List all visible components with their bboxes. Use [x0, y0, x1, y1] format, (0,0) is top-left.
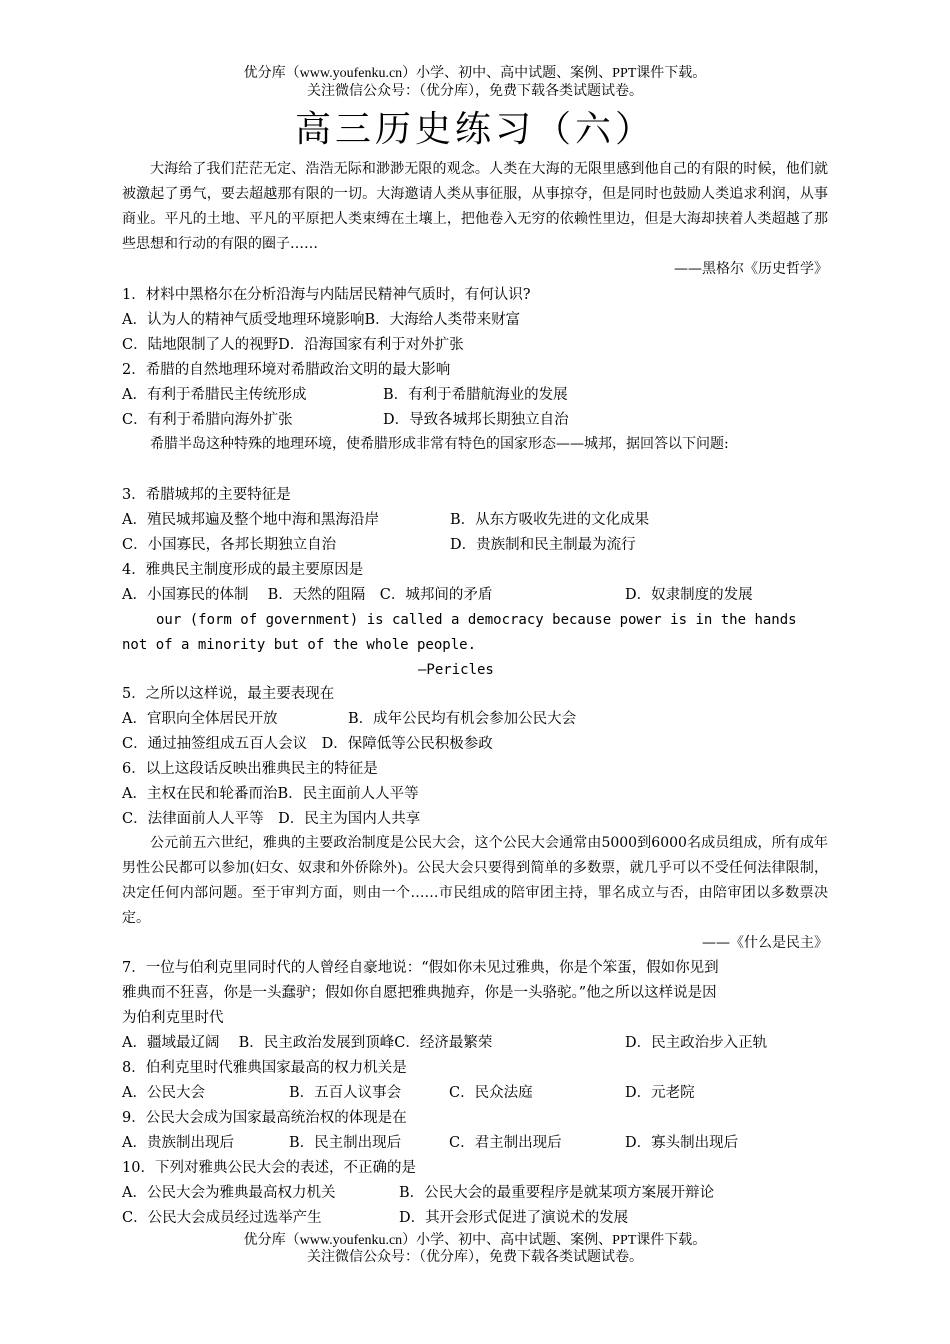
question-10-option-a: A．公民大会为雅典最高权力机关: [122, 1185, 336, 1201]
question-4-option-d: D．奴隶制度的发展: [625, 587, 753, 603]
question-5-option-b: B．成年公民均有机会参加公民大会: [348, 711, 577, 727]
question-5-option-a: A．官职向全体居民开放: [122, 711, 278, 727]
question-7-stem-line-2: 雅典而不狂喜，你是一头蠢驴；假如你自愿把雅典抛弃，你是一头骆驼。”他之所以这样说是因: [122, 985, 717, 1001]
question-5-stem: 5．之所以这样说，最主要表现在: [122, 686, 335, 702]
question-9-option-a: A．贵族制出现后: [122, 1135, 234, 1151]
question-9-option-b: B．民主制出现后: [289, 1135, 402, 1151]
question-7-option-d: D．民主政治步入正轨: [625, 1035, 768, 1051]
passage-democracy-source: ——《什么是民主》: [702, 935, 828, 951]
question-8-option-d: D．元老院: [625, 1085, 695, 1101]
question-9-option-d: D．寡头制出现后: [625, 1135, 739, 1151]
question-10-option-d: D．其开会形式促进了演说术的发展: [399, 1210, 629, 1226]
question-2-stem: 2．希腊的自然地理环境对希腊政治文明的最大影响: [122, 362, 451, 378]
passage-polis: 希腊半岛这种特殊的地理环境，使希腊形成非常有特色的国家形态——城邦，据回答以下问题:: [150, 436, 729, 452]
question-10-option-c: C．公民大会成员经过选举产生: [122, 1210, 322, 1226]
question-6-stem: 6．以上这段话反映出雅典民主的特征是: [122, 761, 378, 777]
question-10-stem: 10．下列对雅典公民大会的表述，不正确的是: [122, 1160, 416, 1176]
question-6-options-ab: A．主权在民和轮番而治B．民主面前人人平等: [122, 786, 419, 802]
pericles-quote-line-2: not of a minority but of the whole people.: [122, 637, 477, 653]
question-10-option-b: B．公民大会的最重要程序是就某项方案展开辩论: [399, 1185, 715, 1201]
question-5-options-cd: C．通过抽签组成五百人会议 D．保障低等公民积极参政: [122, 736, 493, 752]
footer-line-1: 优分库（www.youfenku.cn）小学、初中、高中试题、案例、PPT课件下载。: [243, 1233, 707, 1248]
question-3-option-d: D．贵族制和民主制最为流行: [450, 537, 636, 553]
header-line-2: 关注微信公众号：（优分库），免费下载各类试题试卷。: [307, 84, 643, 99]
header-line-1: 优分库（www.youfenku.cn）小学、初中、高中试题、案例、PPT课件下载。: [243, 66, 707, 81]
question-9-option-c: C．君主制出现后: [449, 1135, 562, 1151]
question-4-options-abc: A．小国寡民的体制 B．天然的阻隔 C．城邦间的矛盾: [122, 587, 493, 603]
question-1-stem: 1．材料中黑格尔在分析沿海与内陆居民精神气质时，有何认识?: [122, 287, 531, 303]
question-9-stem: 9．公民大会成为国家最高统治权的体现是在: [122, 1110, 407, 1126]
question-7-stem-line-1: 7．一位与伯利克里同时代的人曾经自豪地说：“假如你未见过雅典，你是个笨蛋，假如你见到: [122, 960, 719, 976]
page-title: 高三历史练习（六）: [294, 109, 655, 150]
passage-hegel-source: ——黑格尔《历史哲学》: [674, 261, 828, 277]
question-1-options-ab: A．认为人的精神气质受地理环境影响B．大海给人类带来财富: [122, 312, 521, 328]
question-2-option-a: A．有利于希腊民主传统形成: [122, 387, 307, 403]
question-6-options-cd: C．法律面前人人平等 D．民主为国内人共享: [122, 811, 421, 827]
question-8-stem: 8．伯利克里时代雅典国家最高的权力机关是: [122, 1060, 407, 1076]
question-8-option-a: A．公民大会: [122, 1085, 205, 1101]
question-2-option-c: C．有利于希腊向海外扩张: [122, 412, 293, 428]
question-3-option-c: C．小国寡民，各邦长期独立自治: [122, 537, 337, 553]
question-2-option-b: B．有利于希腊航海业的发展: [383, 387, 568, 403]
question-2-option-d: D．导致各城邦长期独立自治: [383, 412, 569, 428]
question-1-options-cd: C．陆地限制了人的视野D．沿海国家有利于对外扩张: [122, 337, 464, 353]
passage-hegel: 大海给了我们茫茫无定、浩浩无际和渺渺无限的观念。人类在大海的无限里感到他自己的有限的时候，他们就被激起了勇气，要去超越那有限的一切。大海邀请人类从事征服，从事掠夺，但是同时也鼓励人类追求利润，从事商业。平凡的土地、平凡的平原把人类束缚在土壤上，把他卷入无穷的依赖性里边，但是大海却挟着人类超越了那些思想和行动的有限的圈子……: [122, 161, 828, 252]
pericles-quote-line-1: our (form of government) is called a democracy because power is in the hands: [156, 612, 797, 628]
question-7-stem-line-3: 为伯利克里时代: [122, 1010, 224, 1026]
passage-democracy: 公元前五六世纪，雅典的主要政治制度是公民大会，这个公民大会通常由5000到6000名成员组成，所有成年男性公民都可以参加(妇女、奴隶和外侨除外)。公民大会只要得到简单的多数票，就几乎可以不受任何法律限制，决定任何内部问题。至于审判方面，则由一个……市民组成的陪审团主持，罪名成立与否，由陪审团以多数票决定。: [122, 835, 828, 926]
pericles-quote-source: —Pericles: [418, 662, 494, 678]
question-8-option-b: B．五百人议事会: [289, 1085, 402, 1101]
question-3-option-a: A．殖民城邦遍及整个地中海和黑海沿岸: [122, 512, 379, 528]
footer-line-2: 关注微信公众号：（优分库），免费下载各类试题试卷。: [307, 1250, 643, 1265]
question-7-options-abc: A．疆域最辽阔 B．民主政治发展到顶峰C．经济最繁荣: [122, 1035, 493, 1051]
question-3-stem: 3．希腊城邦的主要特征是: [122, 487, 291, 503]
question-4-stem: 4．雅典民主制度形成的最主要原因是: [122, 562, 364, 578]
question-3-option-b: B．从东方吸收先进的文化成果: [450, 512, 650, 528]
question-8-option-c: C．民众法庭: [449, 1085, 533, 1101]
